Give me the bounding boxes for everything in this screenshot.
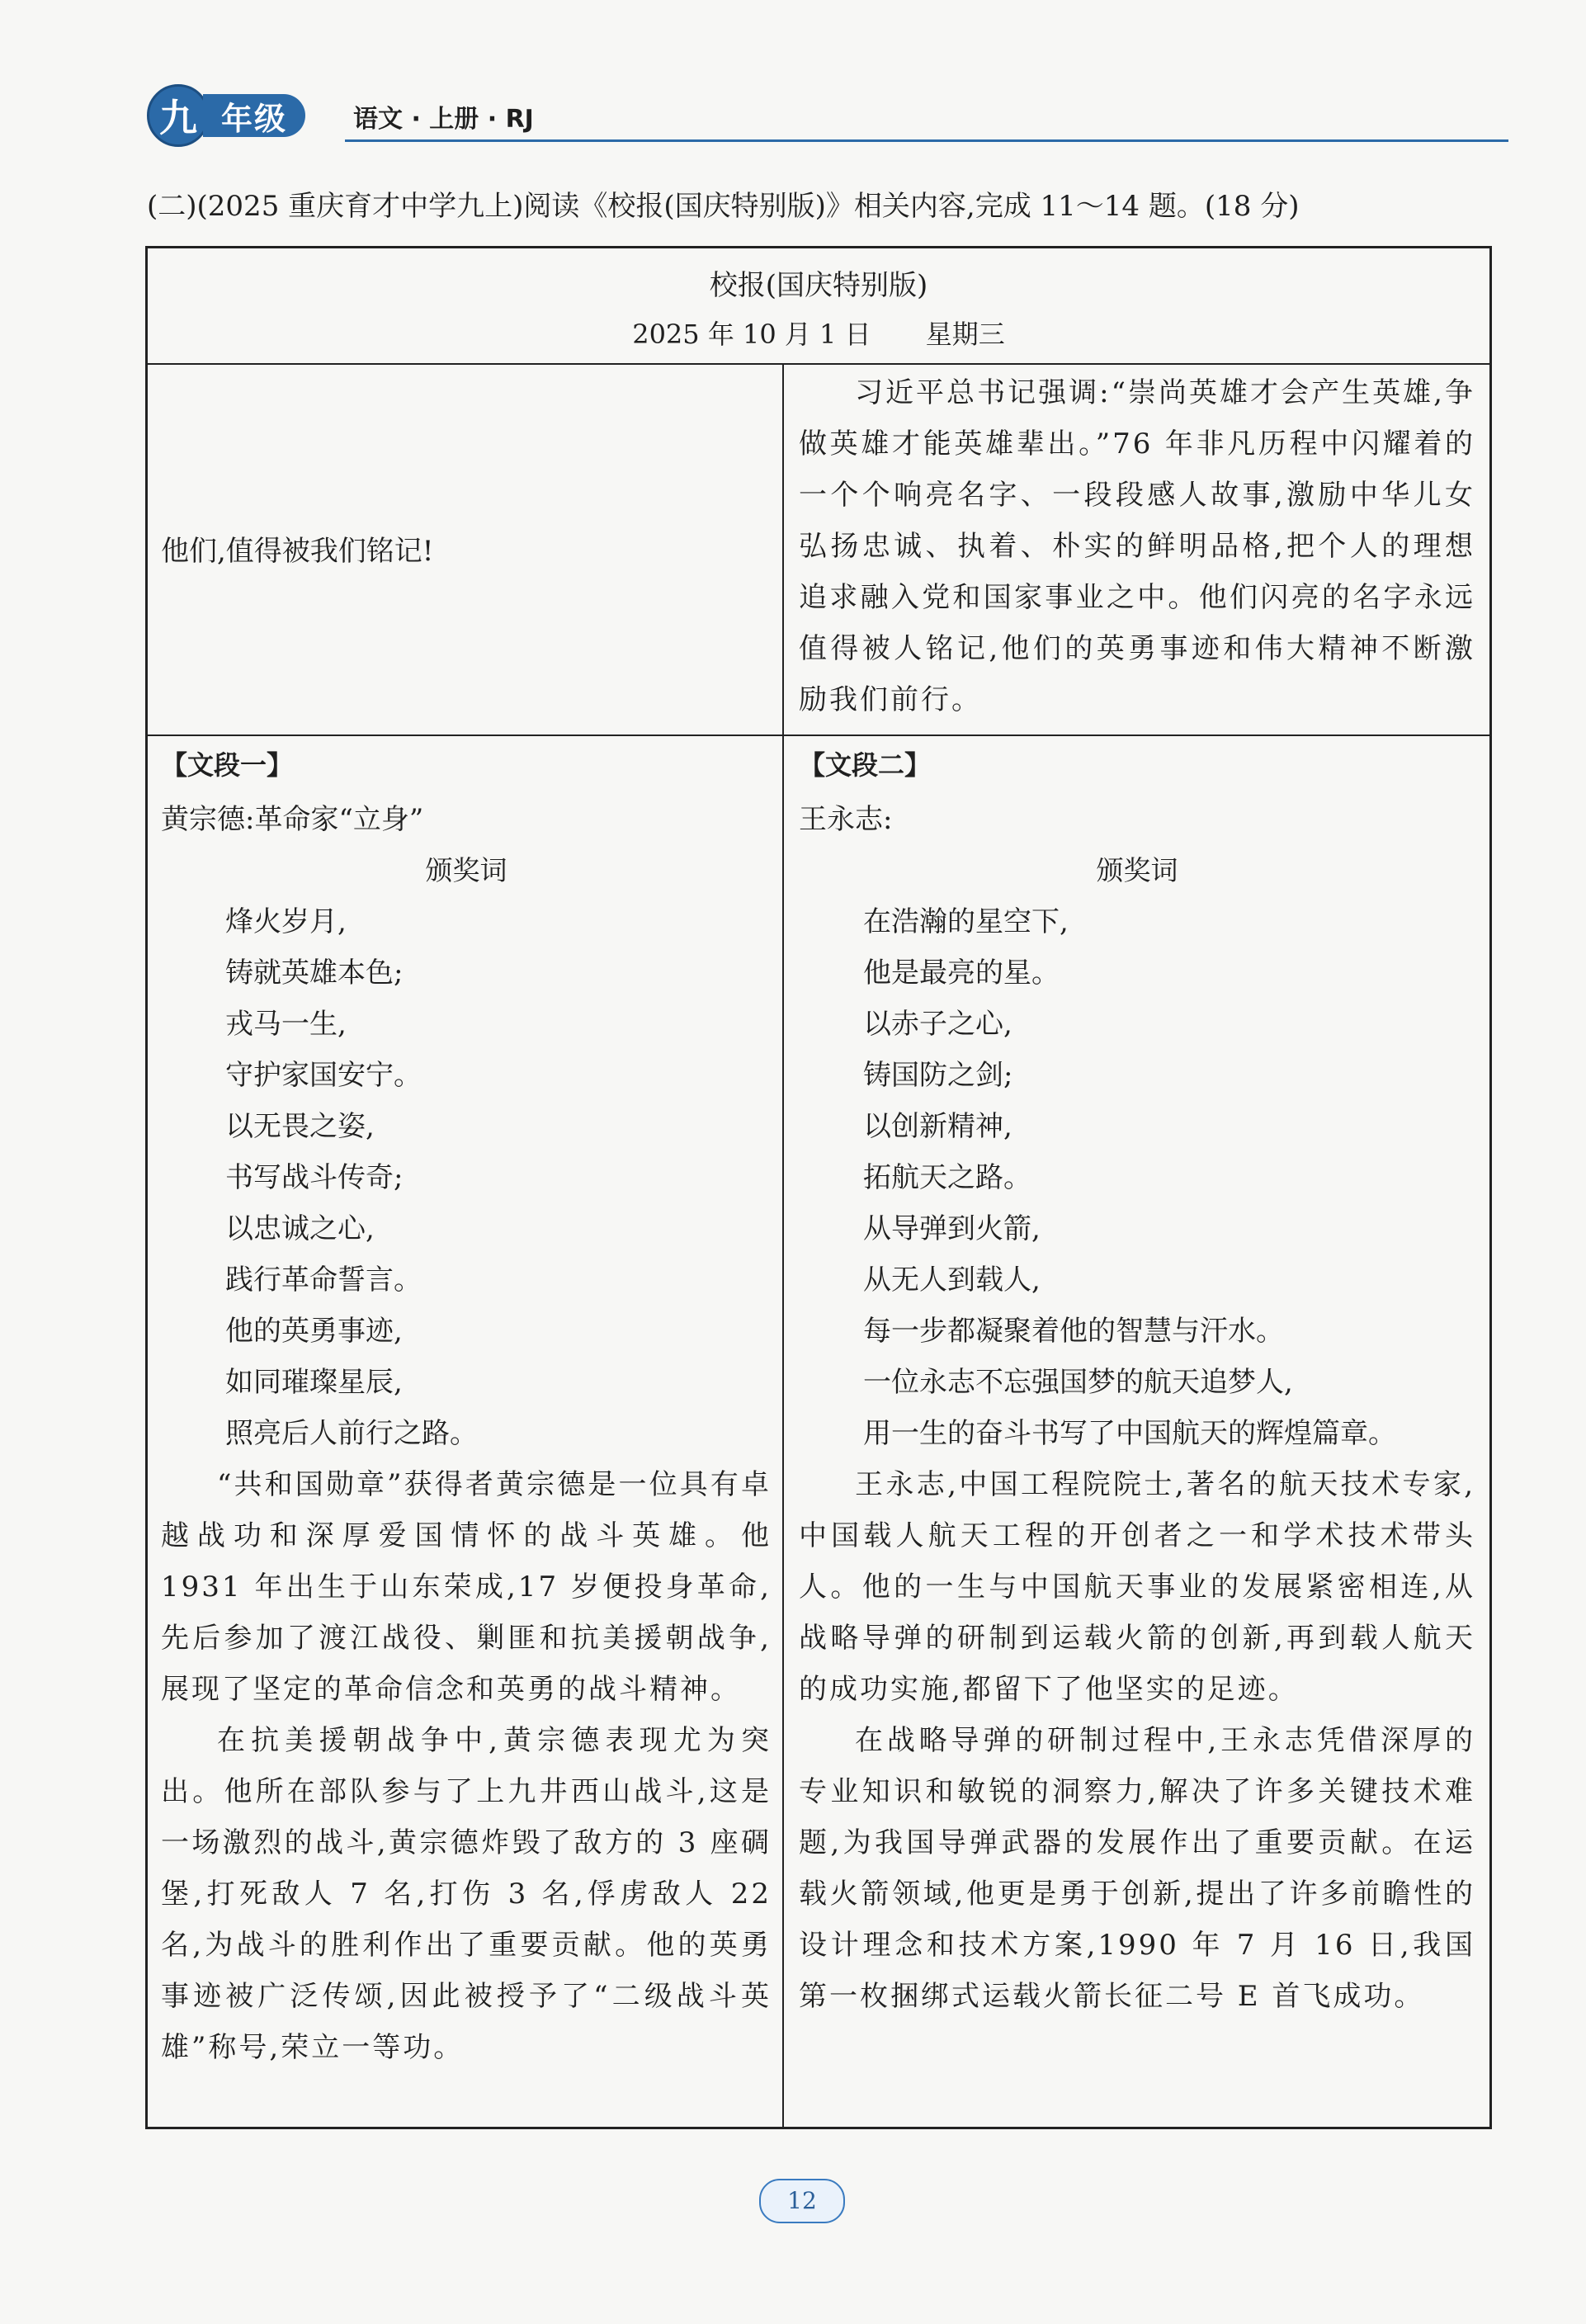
section-one-poem: [161, 896, 772, 1459]
poem-line: 他的英勇事迹,: [225, 1315, 403, 1348]
newspaper-title: 校报(国庆特别版): [709, 269, 928, 302]
section-one-award-title: 颁奖词: [425, 854, 507, 886]
section-one-paragraph-2: 在抗美援朝战争中,黄宗德表现尤为突出。他所在部队参与了上九井西山战斗,这是一场激烈的战斗,黄宗德炸毁了敌方的 3 座碉堡,打死敌人 7 名,打伤 3 名,俘虏敌人 22 名,为战斗的胜利作出了重要贡献。他的英勇事迹被广泛传颂,因此被授予了“二级战斗英雄”称号,荣立一等功。: [161, 1724, 772, 2064]
left-caption: 他们,值得被我们铭记!: [161, 535, 434, 568]
section-one-paragraph-1: “共和国勋章”获得者黄宗德是一位具有卓越战功和深厚爱国情怀的战斗英雄。他 1931 年出生于山东荣成,17 岁便投身革命,先后参加了渡江战役、剿匪和抗美援朝战争,展现了坚定的革命信念和英勇的战斗精神。: [161, 1468, 772, 1706]
poem-line: 以创新精神,: [863, 1110, 1012, 1143]
poem-line: 从无人到载人,: [863, 1264, 1041, 1297]
poem-line: 一位永志不忘强国梦的航天追梦人,: [863, 1366, 1293, 1399]
newspaper-date-line: [145, 314, 1492, 352]
section-two-person: 王永志:: [799, 803, 893, 836]
section-two: [799, 743, 1475, 2022]
section-two-award-title: 颁奖词: [1096, 854, 1178, 886]
section-two-paragraph-1: 王永志,中国工程院院士,著名的航天技术专家,中国载人航天工程的开创者之一和学术技术带头人。他的一生与中国航天事业的发展紧密相连,从战略导弹的研制到运载火箭的创新,再到载人航天的成功实施,都留下了他坚实的足迹。: [799, 1468, 1475, 1706]
page-header: [147, 87, 1508, 153]
poem-line: 铸就英雄本色;: [225, 957, 404, 990]
subject-label: 语文 · 上册 · RJ: [353, 105, 534, 134]
poem-line: 拓航天之路。: [863, 1161, 1031, 1194]
poem-line: 他是最亮的星。: [863, 957, 1060, 990]
poem-line: 在浩瀚的星空下,: [863, 905, 1069, 938]
poem-line: 如同璀璨星辰,: [225, 1366, 403, 1399]
newspaper-date: 2025 年 10 月 1 日: [632, 319, 871, 350]
section-two-poem: [799, 896, 1475, 1459]
section-one-person: 黄宗德:革命家“立身”: [161, 803, 424, 836]
poem-line: 以忠诚之心,: [225, 1212, 375, 1245]
table-column-divider: [782, 363, 784, 2129]
poem-line: 从导弹到火箭,: [863, 1212, 1041, 1245]
table-divider-masthead: [145, 363, 1492, 365]
grade-badge-label: 年级: [203, 94, 305, 137]
section-two-heading: 【文段二】: [799, 749, 932, 781]
poem-line: 铸国防之剑;: [863, 1059, 1013, 1092]
poem-line: 用一生的奋斗书写了中国航天的辉煌篇章。: [863, 1417, 1396, 1450]
poem-line: 以赤子之心,: [863, 1008, 1012, 1041]
poem-line: 每一步都凝聚着他的智慧与汗水。: [863, 1315, 1284, 1348]
section-two-paragraph-2: 在战略导弹的研制过程中,王永志凭借深厚的专业知识和敏锐的洞察力,解决了许多关键技术难题,为我国导弹武器的发展作出了重要贡献。在运载火箭领域,他更是勇于创新,提出了许多前瞻性的设计理念和技术方案,1990 年 7 月 16 日,我国第一枚捆绑式运载火箭长征二号 E 首飞成功。: [799, 1724, 1475, 2013]
grade-badge-circle: 九: [147, 84, 210, 147]
header-rule: [345, 139, 1508, 142]
poem-line: 践行革命誓言。: [225, 1264, 422, 1297]
intro-cell: [799, 367, 1475, 725]
poem-line: 烽火岁月,: [225, 905, 347, 938]
poem-line: 书写战斗传奇;: [225, 1161, 404, 1194]
grade-badge: [147, 87, 305, 144]
table-divider-intro: [145, 735, 1492, 736]
poem-line: 守护家国安宁。: [225, 1059, 422, 1092]
section-one: [161, 743, 772, 2073]
poem-line: 照亮后人前行之路。: [225, 1417, 478, 1450]
question-prompt: (二)(2025 重庆育才中学九上)阅读《校报(国庆特别版)》相关内容,完成 11～14 题。(18 分): [147, 190, 1300, 223]
poem-line: 戎马一生,: [225, 1008, 347, 1041]
intro-paragraph: 习近平总书记强调:“崇尚英雄才会产生英雄,争做英雄才能英雄辈出。”76 年非凡历程中闪耀着的一个个响亮名字、一段段感人故事,激励中华儿女弘扬忠诚、执着、朴实的鲜明品格,把个人的理想追求融入党和国家事业之中。他们闪亮的名字永远值得被人铭记,他们的英勇事迹和伟大精神不断激励我们前行。: [799, 376, 1475, 716]
section-one-heading: 【文段一】: [161, 749, 294, 781]
page-number: 12: [759, 2179, 845, 2223]
newspaper-weekday: 星期三: [925, 319, 1005, 350]
poem-line: 以无畏之姿,: [225, 1110, 375, 1143]
